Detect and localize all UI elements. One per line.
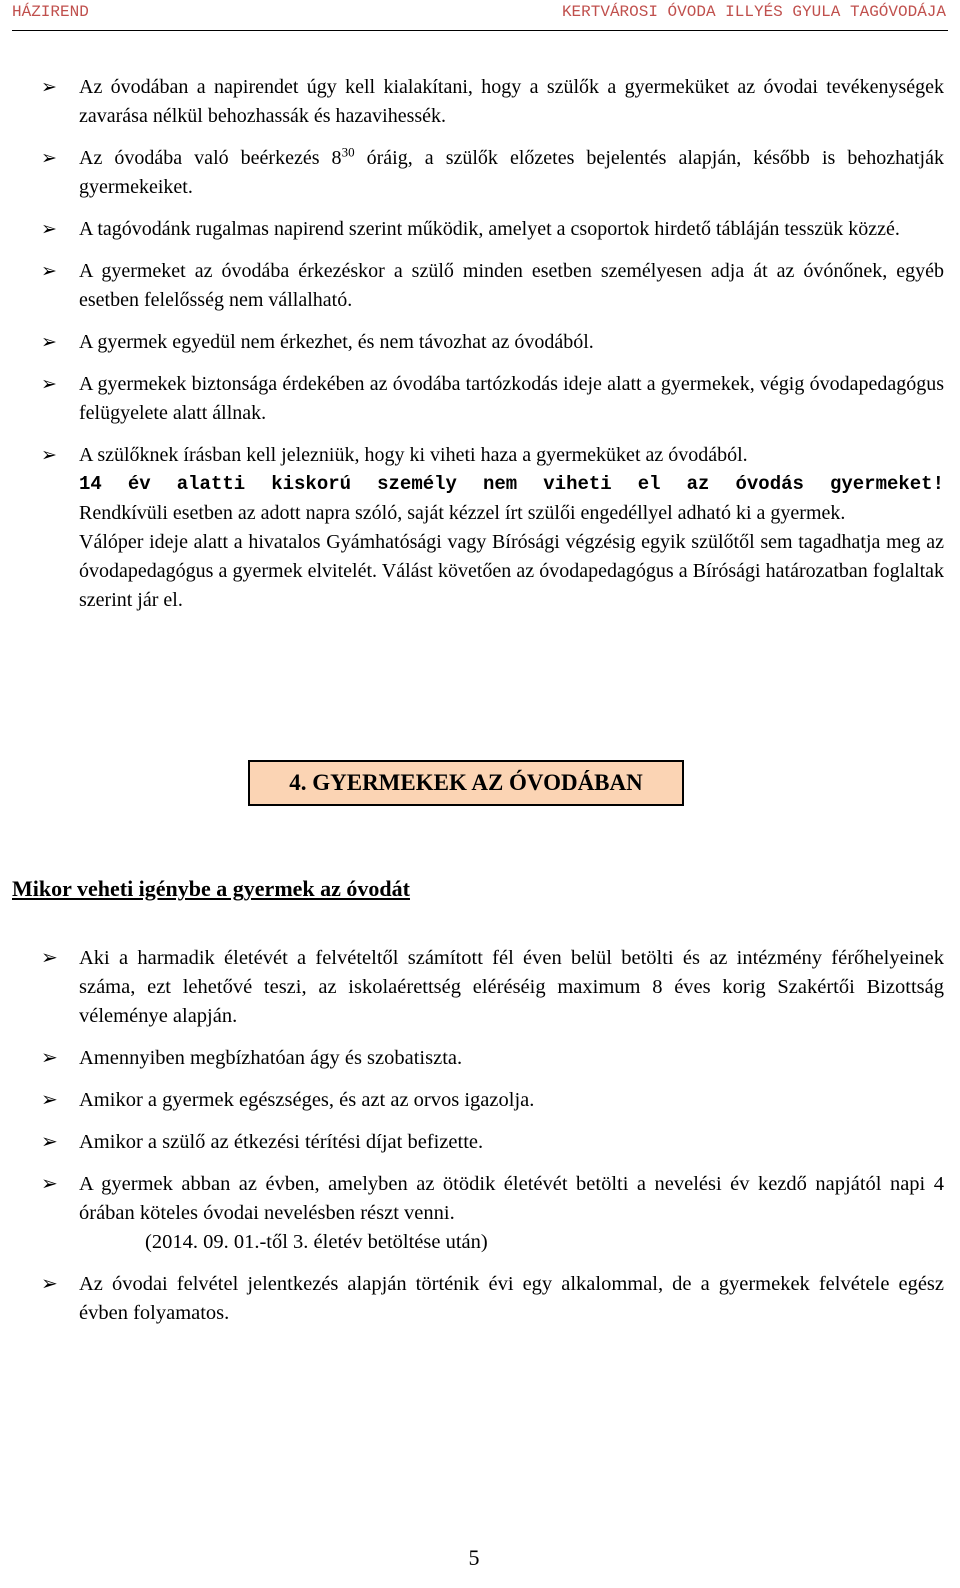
list-item-text: A gyermek abban az évben, amelyben az ötödik életévét betölti a nevelési év kezdő napjától napi 4 órában köteles óvodai nevelésben részt venni. <box>79 1173 944 1224</box>
list-item-text: óráig, a szülők előzetes bejelentés alapján, később is behozhatják gyermekeiket. <box>79 147 944 198</box>
arrow-bullet-icon: ➢ <box>41 1089 58 1111</box>
list-item <box>0 1086 960 1115</box>
arrow-bullet-icon: ➢ <box>41 947 58 969</box>
list-item-text: A gyermekek biztonsága érdekében az óvodába tartózkodás ideje alatt a gyermekek, végig óvodapedagógus felügyelete alatt állnak. <box>79 373 944 424</box>
list-item-note: (2014. 09. 01.-től 3. életév betöltése után) <box>145 1231 488 1253</box>
list-item-text: Rendkívüli esetben az adott napra szóló, saját kézzel írt szülői engedéllyel adható ki a gyermek. <box>79 502 846 524</box>
page-number: 5 <box>468 1545 480 1570</box>
sub-heading: Mikor veheti igénybe a gyermek az óvodát <box>12 876 410 901</box>
list-item <box>0 257 960 315</box>
time-superscript: 30 <box>341 144 355 160</box>
list-item-text: Az óvodai felvétel jelentkezés alapján történik évi egy alkalommal, de a gyermekek felvétele egész évben folyamatos. <box>79 1273 944 1324</box>
page-header <box>12 0 948 31</box>
arrow-bullet-icon: ➢ <box>41 219 57 240</box>
arrow-bullet-icon: ➢ <box>41 148 57 169</box>
list-item-text: Az óvodában a napirendet úgy kell kialakítani, hogy a szülők a gyermeküket az óvodai tevékenységek zavarása nélkül behozhassák és hazavihessék. <box>79 76 944 127</box>
list-item-text: Válóper ideje alatt a hivatalos Gyámhatósági vagy Bírósági végzésig egyik szülőtől sem tagadhatja meg az óvodapedagógus a gyermek elvitelét. Válást követően az óvodapedagógus a Bírósági határozatban foglaltak szerint jár el. <box>79 531 944 611</box>
list-item-text: Az óvodába való beérkezés 8 <box>79 147 342 169</box>
list-item-text: Amikor a gyermek egészséges, és azt az orvos igazolja. <box>79 1089 535 1111</box>
list-item <box>0 1128 960 1157</box>
arrow-bullet-icon: ➢ <box>41 261 57 282</box>
list-item <box>0 215 960 244</box>
list-item <box>0 441 960 615</box>
arrow-bullet-icon: ➢ <box>41 1047 58 1069</box>
arrow-bullet-icon: ➢ <box>41 77 57 98</box>
list-item-text: Amennyiben megbízhatóan ágy és szobatiszta. <box>79 1047 463 1069</box>
list-item-text: A gyermek egyedül nem érkezhet, és nem távozhat az óvodából. <box>79 331 594 353</box>
list-item <box>0 1270 960 1328</box>
list-item-text: Amikor a szülő az étkezési térítési díjat befizette. <box>79 1131 484 1153</box>
list-item <box>0 73 960 131</box>
arrow-bullet-icon: ➢ <box>41 1273 58 1295</box>
list-item-text: A gyermeket az óvodába érkezéskor a szülő minden esetben személyesen adja át az óvónőnek, egyéb esetben felelősség nem vállalható. <box>79 260 944 311</box>
list-item-text: A tagóvodánk rugalmas napirend szerint működik, amelyet a csoportok hirdető tábláján tesszük közzé. <box>79 218 900 240</box>
list-item-text: Aki a harmadik életévét a felvételtől számított fél éven belül betölti és az intézmény férőhelyeinek száma, ezt lehetővé teszi, az iskolaérettség eléréséig maximum 8 éves korig Szakértői Bizottság véleménye alapján. <box>79 947 944 1027</box>
eligibility-list <box>0 944 960 1341</box>
list-item <box>0 1044 960 1073</box>
arrow-bullet-icon: ➢ <box>41 374 57 395</box>
arrow-bullet-icon: ➢ <box>41 1173 58 1195</box>
rules-list <box>0 73 960 628</box>
arrow-bullet-icon: ➢ <box>41 1131 58 1153</box>
list-item <box>0 1170 960 1257</box>
warning-text: 14 év alatti kiskorú személy nem viheti el az óvodás gyermeket! <box>79 473 944 495</box>
list-item <box>0 944 960 1031</box>
list-item <box>0 370 960 428</box>
list-item <box>0 328 960 357</box>
list-item-text: A szülőknek írásban kell jelezniük, hogy ki viheti haza a gyermeküket az óvodából. <box>79 444 748 466</box>
header-title-left: HÁZIREND <box>12 3 89 21</box>
arrow-bullet-icon: ➢ <box>41 445 57 466</box>
header-title-right: KERTVÁROSI ÓVODA ILLYÉS GYULA TAGÓVODÁJA <box>561 3 946 21</box>
list-item <box>0 144 960 202</box>
section-title: 4. GYERMEKEK AZ ÓVODÁBAN <box>248 760 684 806</box>
arrow-bullet-icon: ➢ <box>41 332 57 353</box>
